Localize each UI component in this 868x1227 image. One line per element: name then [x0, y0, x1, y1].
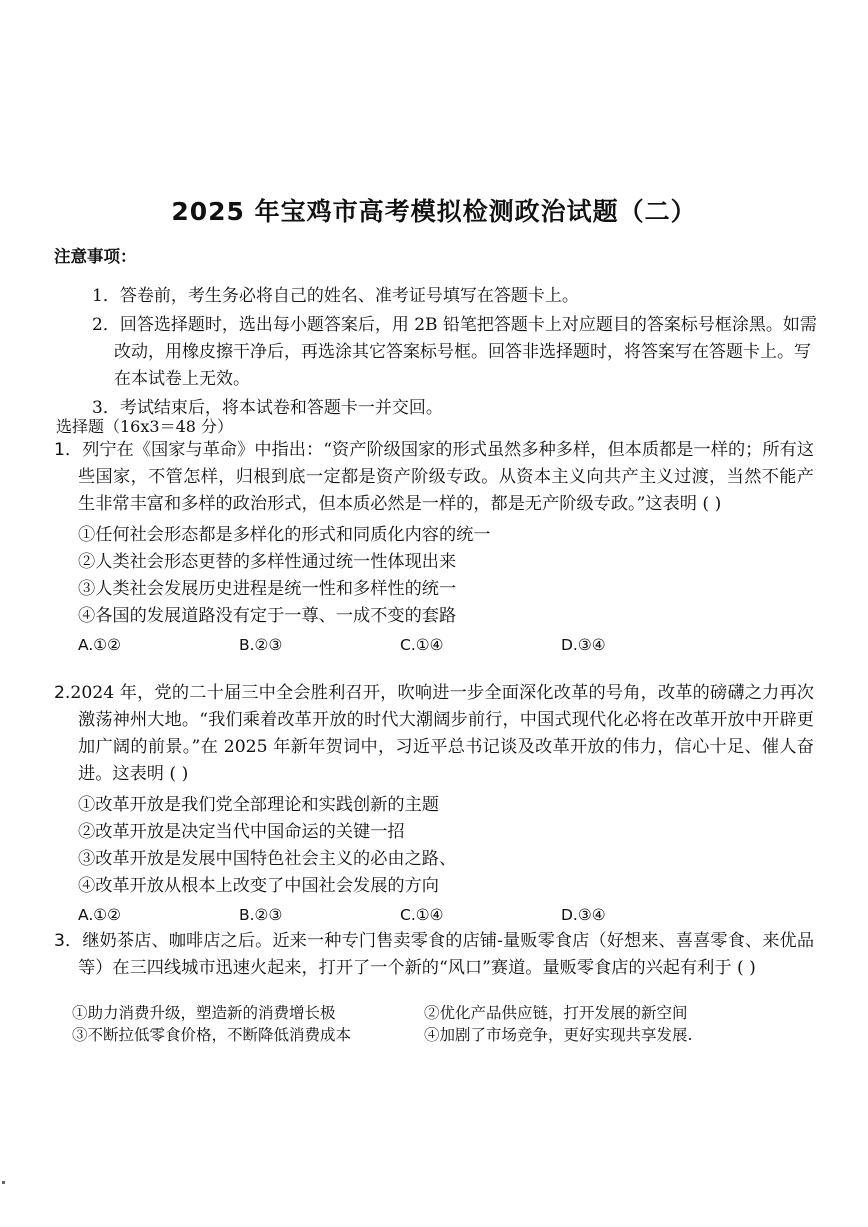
choice-d: D.③④: [561, 636, 606, 654]
choice-d: D.③④: [561, 906, 606, 924]
question-1: [54, 437, 814, 659]
question-3: [54, 928, 814, 1046]
scan-speck: [2, 1181, 5, 1184]
notice-heading: 注意事项：: [54, 247, 137, 266]
question-3-stem: [54, 928, 814, 982]
question-1-stem: [54, 437, 814, 518]
option-item: ②优化产品供应链，打开发展的新空间: [424, 1004, 688, 1022]
option-item: ④改革开放从根本上改变了中国社会发展的方向: [78, 876, 439, 896]
question-2-options: [78, 792, 814, 900]
option-item: ④各国的发展道路没有定于一尊、一成不变的套路: [78, 606, 457, 626]
option-item: ④加剧了市场竞争，更好实现共享发展.: [424, 1026, 693, 1044]
section-heading: 选择题（16x3＝48 分）: [56, 417, 234, 436]
question-1-text: 列宁在《国家与革命》中指出：“资产阶级国家的形式虽然多种多样，但本质都是一样的；所有这些国家，不管怎样，归根到底一定都是资产阶级专政。从资本主义向共产主义过渡，当然不能产生非常丰富和多样的政治形式，但本质必然是一样的，都是无产阶级专政。”这表明 ( ): [78, 440, 815, 514]
option-item: ①任何社会形态都是多样化的形式和同质化内容的统一: [78, 525, 491, 545]
question-2-stem: [54, 680, 814, 788]
option-item: ③人类社会发展历史进程是统一性和多样性的统一: [78, 579, 457, 599]
question-2-text: 2024 年，党的二十届三中全会胜利召开，吹响进一步全面深化改革的号角，改革的磅礴之力再次激荡神州大地。“我们乘着改革开放的时代大潮阔步前行，中国式现代化必将在改革开放中开辟更加广阔的前景。”在 2025 年新年贺词中，习近平总书记谈及改革开放的伟力，信心十足、催人奋进。这表明 ( ): [70, 683, 814, 784]
option-item: ③改革开放是发展中国特色社会主义的必由之路、: [78, 849, 457, 869]
notice-item-3: 3．考试结束后，将本试卷和答题卡一并交回。: [92, 398, 443, 418]
option-item: ②改革开放是决定当代中国命运的关键一招: [78, 822, 405, 842]
question-3-number: 3．: [54, 931, 83, 951]
choice-b: B.②③: [239, 906, 283, 924]
question-2: [54, 680, 814, 929]
notice-item-1: 1．答卷前，考生务必将自己的姓名、准考证号填写在答题卡上。: [92, 286, 579, 306]
option-item: ①助力消费升级，塑造新的消费增长极: [72, 1004, 336, 1022]
choice-a: A.①②: [78, 906, 122, 924]
choice-a: A.①②: [78, 636, 122, 654]
notice-list: [92, 283, 822, 424]
question-1-choices: [78, 632, 814, 659]
choice-b: B.②③: [239, 636, 283, 654]
notice-item-2: 2．回答选择题时，选出每小题答案后，用 2B 铅笔把答题卡上对应题目的答案标号框涂黑。如需改动，用橡皮擦干净后，再选涂其它答案标号框。回答非选择题时，将答案写在答题卡上。写在本试卷上无效。: [92, 315, 817, 389]
option-item: ②人类社会形态更替的多样性通过统一性体现出来: [78, 552, 457, 572]
question-3-text: 继奶茶店、咖啡店之后。近来一种专门售卖零食的店铺-量贩零食店（好想来、喜喜零食、来优品等）在三四线城市迅速火起来，打开了一个新的“风口”赛道。量贩零食店的兴起有利于 ( ): [78, 931, 815, 978]
question-1-number: 1．: [54, 440, 83, 460]
question-2-choices: [78, 902, 814, 929]
choice-c: C.①④: [400, 906, 444, 924]
question-2-number: 2.: [54, 683, 71, 703]
question-1-options: [78, 522, 814, 630]
choice-c: C.①④: [400, 636, 444, 654]
option-item: ③不断拉低零食价格，不断降低消费成本: [72, 1026, 352, 1044]
exam-title: 2025 年宝鸡市高考模拟检测政治试题（二）: [171, 197, 697, 226]
question-3-options: [72, 1002, 814, 1046]
option-item: ①改革开放是我们党全部理论和实践创新的主题: [78, 795, 439, 815]
